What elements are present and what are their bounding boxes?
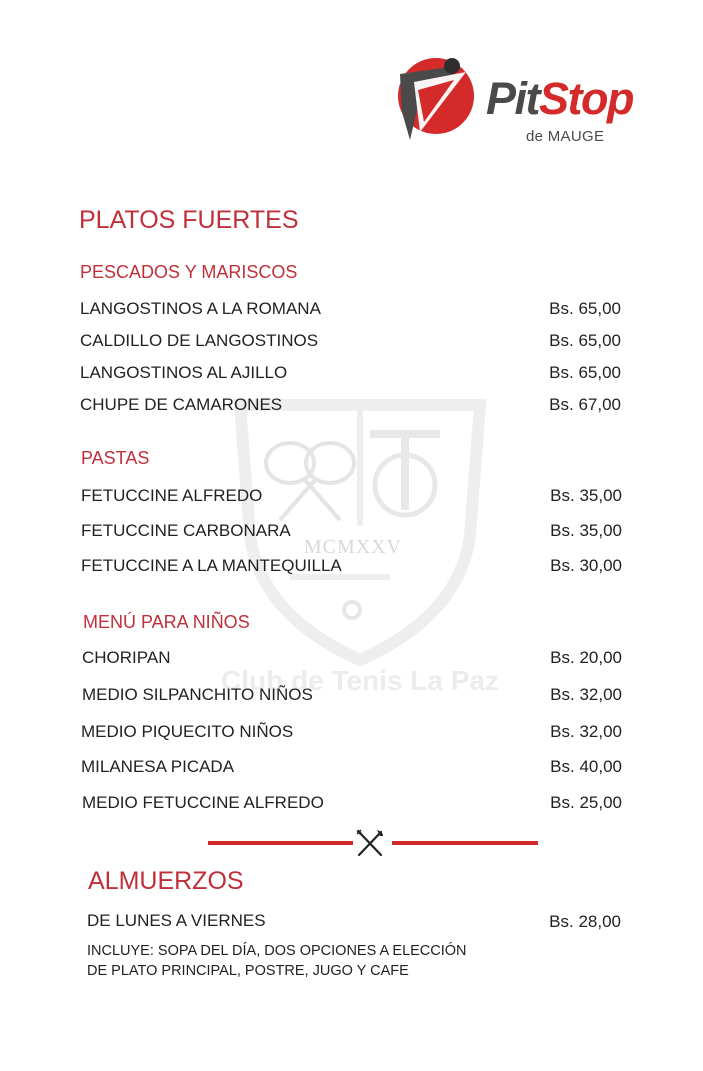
brand-logo <box>396 52 666 152</box>
watermark-year: MCMXXV <box>303 536 403 558</box>
divider-line-right <box>392 841 538 845</box>
menu-item-price: Bs. 20,00 <box>550 648 622 667</box>
section-title-platos-fuertes: PLATOS FUERTES <box>79 206 299 234</box>
brand-name <box>486 73 633 124</box>
menu-item-name: CALDILLO DE LANGOSTINOS <box>80 331 319 350</box>
subsection-title-pastas: PASTAS <box>81 448 150 468</box>
menu-item-name: CHUPE DE CAMARONES <box>80 395 283 414</box>
menu-item-name: FETUCCINE CARBONARA <box>81 521 291 540</box>
divider-line-left <box>208 841 353 845</box>
menu-item-name: DE LUNES A VIERNES <box>87 911 266 930</box>
fork-knife-icon <box>355 828 385 858</box>
menu-item-price: Bs. 35,00 <box>550 486 622 505</box>
menu-item-price: Bs. 32,00 <box>550 722 622 741</box>
section-title-almuerzos: ALMUERZOS <box>88 867 244 895</box>
watermark-club-name: Club de Tenis La Paz <box>221 665 499 696</box>
brand-name-pit: Pit <box>486 73 540 124</box>
club-watermark <box>180 385 540 705</box>
menu-item-name: FETUCCINE A LA MANTEQUILLA <box>81 556 342 575</box>
menu-item-price: Bs. 28,00 <box>549 912 621 931</box>
menu-item-name: CHORIPAN <box>82 648 171 667</box>
menu-item-name: FETUCCINE ALFREDO <box>81 486 263 505</box>
menu-item-name: MEDIO PIQUECITO NIÑOS <box>81 722 294 741</box>
menu-item-price: Bs. 67,00 <box>549 395 621 414</box>
menu-item-name: LANGOSTINOS A LA ROMANA <box>80 299 321 318</box>
menu-item-price: Bs. 40,00 <box>550 757 622 776</box>
menu-item-price: Bs. 25,00 <box>550 793 622 812</box>
menu-item-price: Bs. 65,00 <box>549 331 621 350</box>
brand-subtitle: de MAUGE <box>526 128 605 145</box>
subsection-title-ninos: MENÚ PARA NIÑOS <box>83 612 250 632</box>
brand-name-stop: Stop <box>539 73 633 124</box>
menu-item-name: MILANESA PICADA <box>81 757 235 776</box>
subsection-title-pescados: PESCADOS Y MARISCOS <box>80 262 298 282</box>
pitstop-emblem-icon <box>396 52 486 152</box>
menu-item-price: Bs. 30,00 <box>550 556 622 575</box>
almuerzo-note-line2: DE PLATO PRINCIPAL, POSTRE, JUGO Y CAFE <box>87 963 409 979</box>
menu-item-name: MEDIO FETUCCINE ALFREDO <box>82 793 324 812</box>
menu-item-name: LANGOSTINOS AL AJILLO <box>80 363 288 382</box>
menu-item-name: MEDIO SILPANCHITO NIÑOS <box>82 685 313 704</box>
menu-item-price: Bs. 32,00 <box>550 685 622 704</box>
menu-item-price: Bs. 65,00 <box>549 363 621 382</box>
almuerzo-note-line1: INCLUYE: SOPA DEL DÍA, DOS OPCIONES A ELECCIÓN <box>87 943 467 959</box>
menu-item-price: Bs. 35,00 <box>550 521 622 540</box>
menu-item-price: Bs. 65,00 <box>549 299 621 318</box>
